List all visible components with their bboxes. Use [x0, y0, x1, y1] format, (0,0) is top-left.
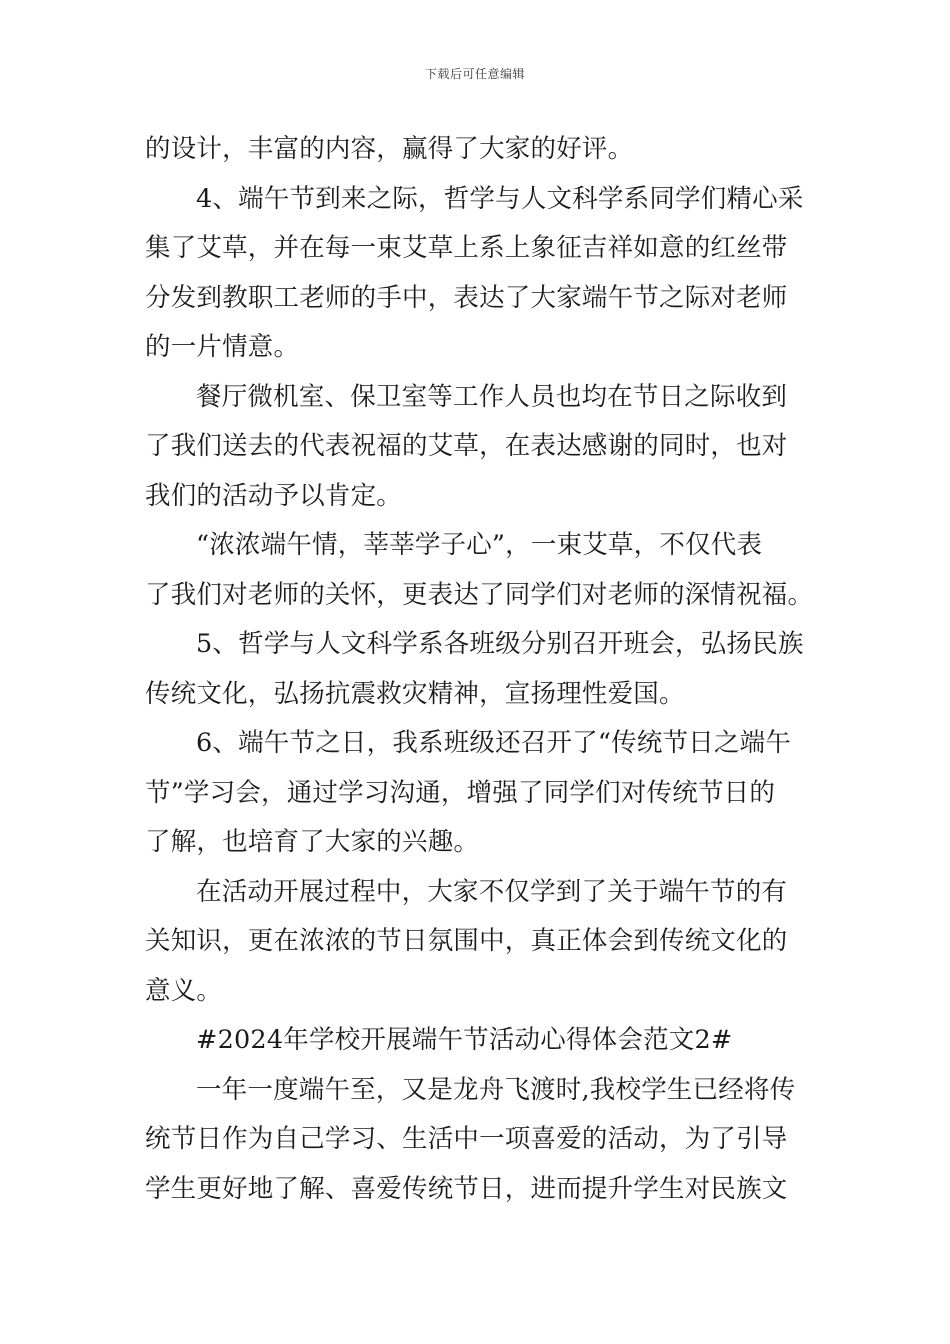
text-line-9: “浓浓端午情，莘莘学子心”，一束艾草，不仅代表 [196, 530, 763, 560]
text-line-20: 一年一度端午至，又是龙舟飞渡时,我校学生已经将传 [196, 1074, 796, 1105]
text-line-12: 传统文化，弘扬抗震救灾精神，宣扬理性爱国。 [145, 678, 685, 709]
text-line-4: 分发到教职工老师的手中，表达了大家端午节之际对老师 [145, 282, 788, 313]
text-line-8: 我们的活动予以肯定。 [145, 480, 403, 511]
text-line-17: 关知识，更在浓浓的节日氛围中，真正体会到传统文化的 [145, 926, 788, 956]
text-line-1: 的设计，丰富的内容，赢得了大家的好评。 [145, 134, 634, 164]
text-line-6: 餐厅微机室、保卫室等工作人员也均在节日之际收到 [196, 381, 788, 412]
text-line-10: 了我们对老师的关怀，更表达了同学们对老师的深情祝福。 [145, 579, 814, 610]
page-header-note: 下载后可任意编辑 [424, 67, 525, 81]
text-line-11: 5、哲学与人文科学系各班级分别召开班会，弘扬民族 [196, 629, 804, 659]
text-line-16: 在活动开展过程中，大家不仅学到了关于端午节的有 [196, 876, 788, 907]
text-line-13: 6、端午节之日，我系班级还召开了“传统节日之端午 [196, 728, 792, 758]
text-line-21: 统节日作为自己学习、生活中一项喜爱的活动，为了引导 [145, 1124, 788, 1154]
text-line-3: 集了艾草，并在每一束艾草上系上象征吉祥如意的红丝带 [145, 233, 788, 263]
text-line-2: 4、端午节到来之际，哲学与人文科学系同学们精心采 [196, 183, 804, 214]
text-line-22: 学生更好地了解、喜爱传统节日，进而提升学生对民族文 [145, 1173, 788, 1204]
text-line-7: 了我们送去的代表祝福的艾草，在表达感谢的同时，也对 [145, 431, 788, 461]
text-line-15: 了解，也培育了大家的兴趣。 [145, 827, 480, 857]
text-line-5: 的一片情意。 [145, 332, 300, 362]
document-body [145, 125, 814, 1214]
text-line-14: 节”学习会，通过学习沟通，增强了同学们对传统节日的 [145, 777, 776, 808]
section-heading: #2024年学校开展端午节活动心得体会范文2# [196, 1025, 733, 1055]
text-line-18: 意义。 [145, 975, 223, 1006]
